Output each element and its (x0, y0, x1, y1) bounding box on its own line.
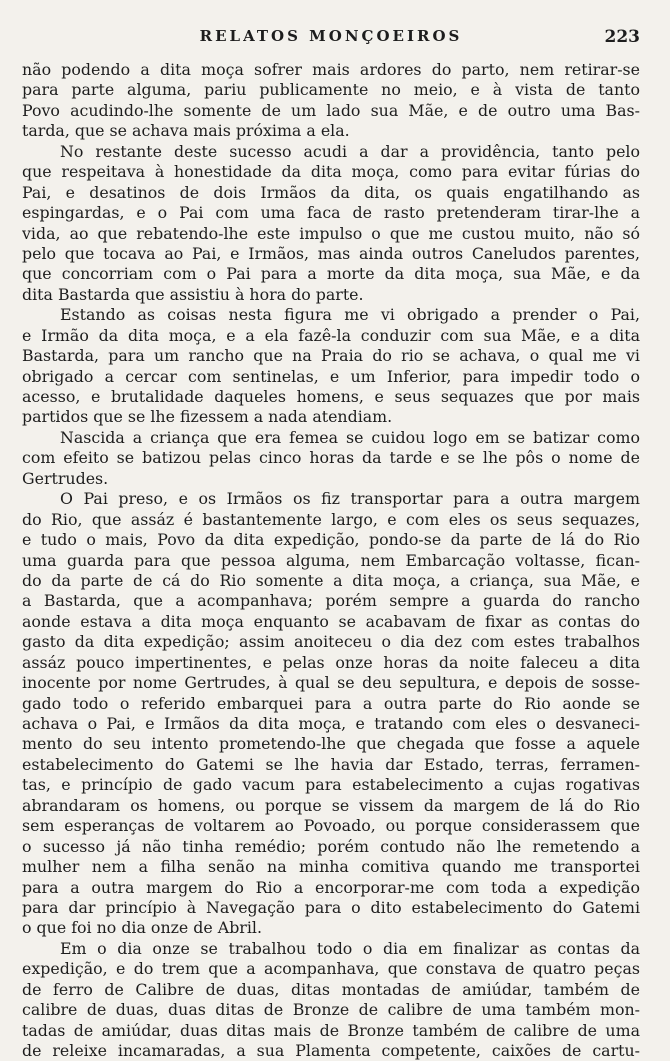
text-line: mento do seu intento prometendo-lhe que chegada que fosse a aquele (22, 734, 640, 754)
text-line: gado todo o referido embarquei para a outra parte do Rio aonde se (22, 693, 640, 713)
text-line: abrandaram os homens, ou porque se vissem da margem de lá do Rio (22, 795, 640, 815)
text-line: que respeitava à honestidade da dita moça, como para evitar fúrias do (22, 162, 640, 182)
text-line: tarda, que se achava mais próxima a ela. (22, 121, 350, 141)
text-line: espingardas, e o Pai com uma faca de rasto pretenderam tirar-lhe a (22, 203, 640, 223)
text-line: vida, ao que rebatendo-lhe este impulso o que me custou muito, não só (22, 223, 640, 243)
text-line: expedição, e do trem que a acompanhava, que constava de quatro peças (22, 959, 640, 979)
text-line: mulher nem a filha senão na minha comitiva quando me transportei (22, 857, 640, 877)
running-title: RELATOS MONÇOEIROS (199, 27, 463, 45)
text-line: Nascida a criança que era femea se cuidou logo em se batizar como (60, 427, 640, 447)
page-number: 223 (604, 27, 640, 47)
text-line: Gertrudes. (22, 468, 109, 488)
text-line: para parte alguma, pariu publicamente no meio, e à vista de tanto (22, 80, 640, 100)
text-line: tas, e princípio de gado vacum para estabelecimento a cujas rogativas (22, 775, 640, 795)
text-line: com efeito se batizou pelas cinco horas da tarde e se lhe pôs o nome de (22, 448, 640, 468)
text-line: que concorriam com o Pai para a morte da dita moça, sua Mãe, e da (22, 264, 640, 284)
text-line: e Irmão da dita moça, e a ela fazê-la conduzir com sua Mãe, e a dita (22, 325, 640, 345)
text-line: de ferro de Calibre de duas, ditas montadas de amiúdar, também de (22, 979, 640, 999)
text-line: O Pai preso, e os Irmãos os fiz transportar para a outra margem (60, 489, 640, 509)
text-line: Povo acudindo-lhe somente de um lado sua Mãe, e de outro uma Bas- (22, 100, 640, 120)
text-line: acesso, e brutalidade daqueles homens, e seus sequazes que por mais (22, 387, 640, 406)
text-line: Pai, e desatinos de dois Irmãos da dita, os quais engatilhando as (22, 182, 640, 202)
text-line: Bastarda, para um rancho que na Praia do rio se achava, o qual me vi (22, 346, 640, 366)
text-line: uma guarda para que pessoa alguma, nem Embarcação voltasse, fican- (22, 550, 640, 570)
text-line: calibre de duas, duas ditas de Bronze de calibre de uma também mon- (22, 1000, 640, 1020)
text-line: achava o Pai, e Irmãos da dita moça, e tratando com eles o desvaneci- (22, 714, 640, 733)
text-line: aonde estava a dita moça enquanto se acabavam de fixar as contas do (22, 611, 640, 631)
text-line: sem esperanças de voltarem ao Povoado, ou porque considerassem que (22, 816, 640, 836)
text-line: e tudo o mais, Povo da dita expedição, pondo-se da parte de lá do Rio (22, 530, 640, 550)
text-line: partidos que se lhe fizessem a nada atendiam. (22, 407, 393, 427)
text-line: assáz pouco impertinentes, e pelas onze horas da noite faleceu a dita (22, 652, 640, 672)
body-text (22, 60, 640, 1061)
text-line: estabelecimento do Gatemi se lhe havia dar Estado, terras, ferramen- (22, 754, 640, 774)
text-line: do da parte de cá do Rio somente a dita moça, a criança, sua Mãe, e (22, 570, 640, 590)
text-line: para dar princípio à Navegação para o dito estabelecimento do Gatemi (22, 897, 640, 917)
text-line: o sucesso já não tinha remédio; porém contudo não lhe remetendo a (22, 836, 640, 856)
text-line: tadas de amiúdar, duas ditas mais de Bronze também de calibre de uma (22, 1020, 640, 1040)
text-line: do Rio, que assáz é bastantemente largo, e com eles os seus sequazes, (22, 509, 640, 529)
text-line: não podendo a dita moça sofrer mais ardores do parto, nem retirar-se (22, 60, 640, 79)
text-line: pelo que tocava ao Pai, e Irmãos, mas ainda outros Caneludos parentes, (22, 243, 640, 263)
text-line: dita Bastarda que assistiu à hora do parte. (22, 284, 364, 304)
text-line: Estando as coisas nesta figura me vi obrigado a prender o Pai, (60, 305, 640, 325)
text-line: inocente por nome Gertrudes, à qual se deu sepultura, e depois de sosse- (22, 673, 640, 693)
text-line: Em o dia onze se trabalhou todo o dia em finalizar as contas da (60, 938, 640, 958)
text-line: de releixe incamaradas, a sua Plamenta competente, caixões de cartu- (22, 1041, 640, 1060)
text-line: o que foi no dia onze de Abril. (22, 918, 262, 938)
text-line: obrigado a cercar com sentinelas, e um Inferior, para impedir todo o (22, 366, 640, 386)
text-line: No restante deste sucesso acudi a dar a providência, tanto pelo (60, 141, 640, 161)
text-line: a Bastarda, que a acompanhava; porém sempre a guarda do rancho (22, 591, 640, 611)
page-header (22, 27, 640, 51)
text-line: gasto da dita expedição; assim anoiteceu o dia dez com estes trabalhos (22, 632, 640, 652)
text-line: para a outra margem do Rio a encorporar-me com toda a expedição (22, 877, 640, 897)
